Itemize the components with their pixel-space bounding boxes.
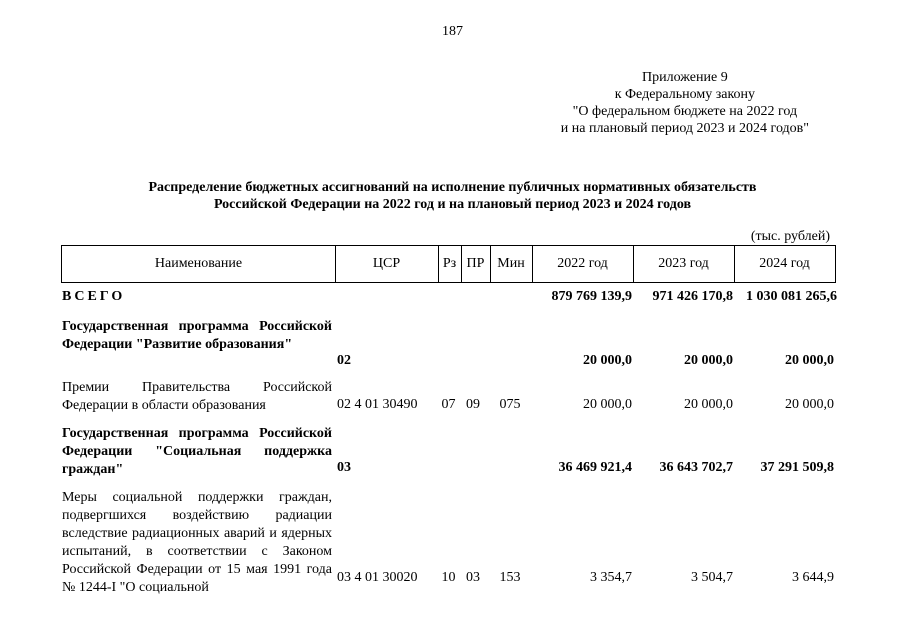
- row-2023: 3 504,7: [691, 570, 733, 585]
- annex-reference: [561, 69, 809, 137]
- document-title: [0, 179, 905, 213]
- header-csr: ЦСР: [372, 256, 401, 271]
- table-row: [61, 425, 836, 479]
- total-2024: 1 030 081 265,6: [746, 289, 837, 304]
- table-row: [61, 489, 836, 599]
- row-min: 075: [499, 397, 521, 412]
- row-2024: 3 644,9: [792, 570, 834, 585]
- header-pr: ПР: [466, 256, 485, 271]
- row-2022: 20 000,0: [583, 397, 632, 412]
- table-row: [61, 318, 836, 372]
- total-2022: 879 769 139,9: [551, 289, 632, 304]
- page-number: 187: [442, 24, 463, 39]
- total-2023: 971 426 170,8: [652, 289, 733, 304]
- row-2023: 20 000,0: [684, 353, 733, 368]
- annex-line: к Федеральному закону: [614, 87, 756, 102]
- header-name: Наименование: [154, 256, 243, 271]
- row-pr: 03: [466, 570, 480, 585]
- row-csr: 02: [337, 353, 351, 368]
- row-rz: 10: [441, 570, 456, 585]
- header-2024: 2024 год: [759, 256, 810, 271]
- header-2022: 2022 год: [557, 256, 608, 271]
- annex-line: и на плановый период 2023 и 2024 годов": [560, 121, 809, 136]
- row-2023: 20 000,0: [684, 397, 733, 412]
- row-name: Государственная программа Российской Федерации "Развитие образования": [62, 319, 332, 352]
- row-2024: 20 000,0: [785, 353, 834, 368]
- row-pr: 09: [466, 397, 480, 412]
- row-name: Премии Правительства Российской Федерации в области образования: [62, 380, 332, 413]
- row-min: 153: [499, 570, 521, 585]
- total-row: [61, 288, 836, 308]
- header-2023: 2023 год: [658, 256, 709, 271]
- row-csr: 02 4 01 30490: [337, 397, 418, 412]
- row-2022: 3 354,7: [590, 570, 632, 585]
- table-row: [61, 379, 836, 415]
- table-header: [61, 245, 836, 283]
- row-rz: 07: [441, 397, 456, 412]
- row-2022: 20 000,0: [583, 353, 632, 368]
- annex-line: "О федеральном бюджете на 2022 год: [572, 104, 798, 119]
- header-rz: Рз: [442, 256, 457, 271]
- row-2024: 37 291 509,8: [760, 460, 834, 475]
- row-2023: 36 643 702,7: [659, 460, 733, 475]
- row-csr: 03: [337, 460, 351, 475]
- row-csr: 03 4 01 30020: [337, 570, 418, 585]
- header-min: Мин: [497, 256, 525, 271]
- total-label: ВСЕГО: [62, 289, 126, 304]
- row-2022: 36 469 921,4: [558, 460, 632, 475]
- title-line: Российской Федерации на 2022 год и на плановый период 2023 и 2024 годов: [213, 197, 692, 212]
- units-label: (тыс. рублей): [750, 229, 830, 244]
- row-name: Меры социальной поддержки граждан, подвергшихся воздействию радиации вследствие радиационных аварий и ядерных испытаний, в соответствии с Законом Российской Федерации от 15 мая 1991 года № 1244-I "О социальной: [62, 490, 332, 595]
- row-name: Государственная программа Российской Федерации "Социальная поддержка граждан": [62, 426, 332, 477]
- row-2024: 20 000,0: [785, 397, 834, 412]
- title-line: Распределение бюджетных ассигнований на исполнение публичных нормативных обязательств: [148, 180, 757, 195]
- annex-line: Приложение 9: [642, 70, 728, 85]
